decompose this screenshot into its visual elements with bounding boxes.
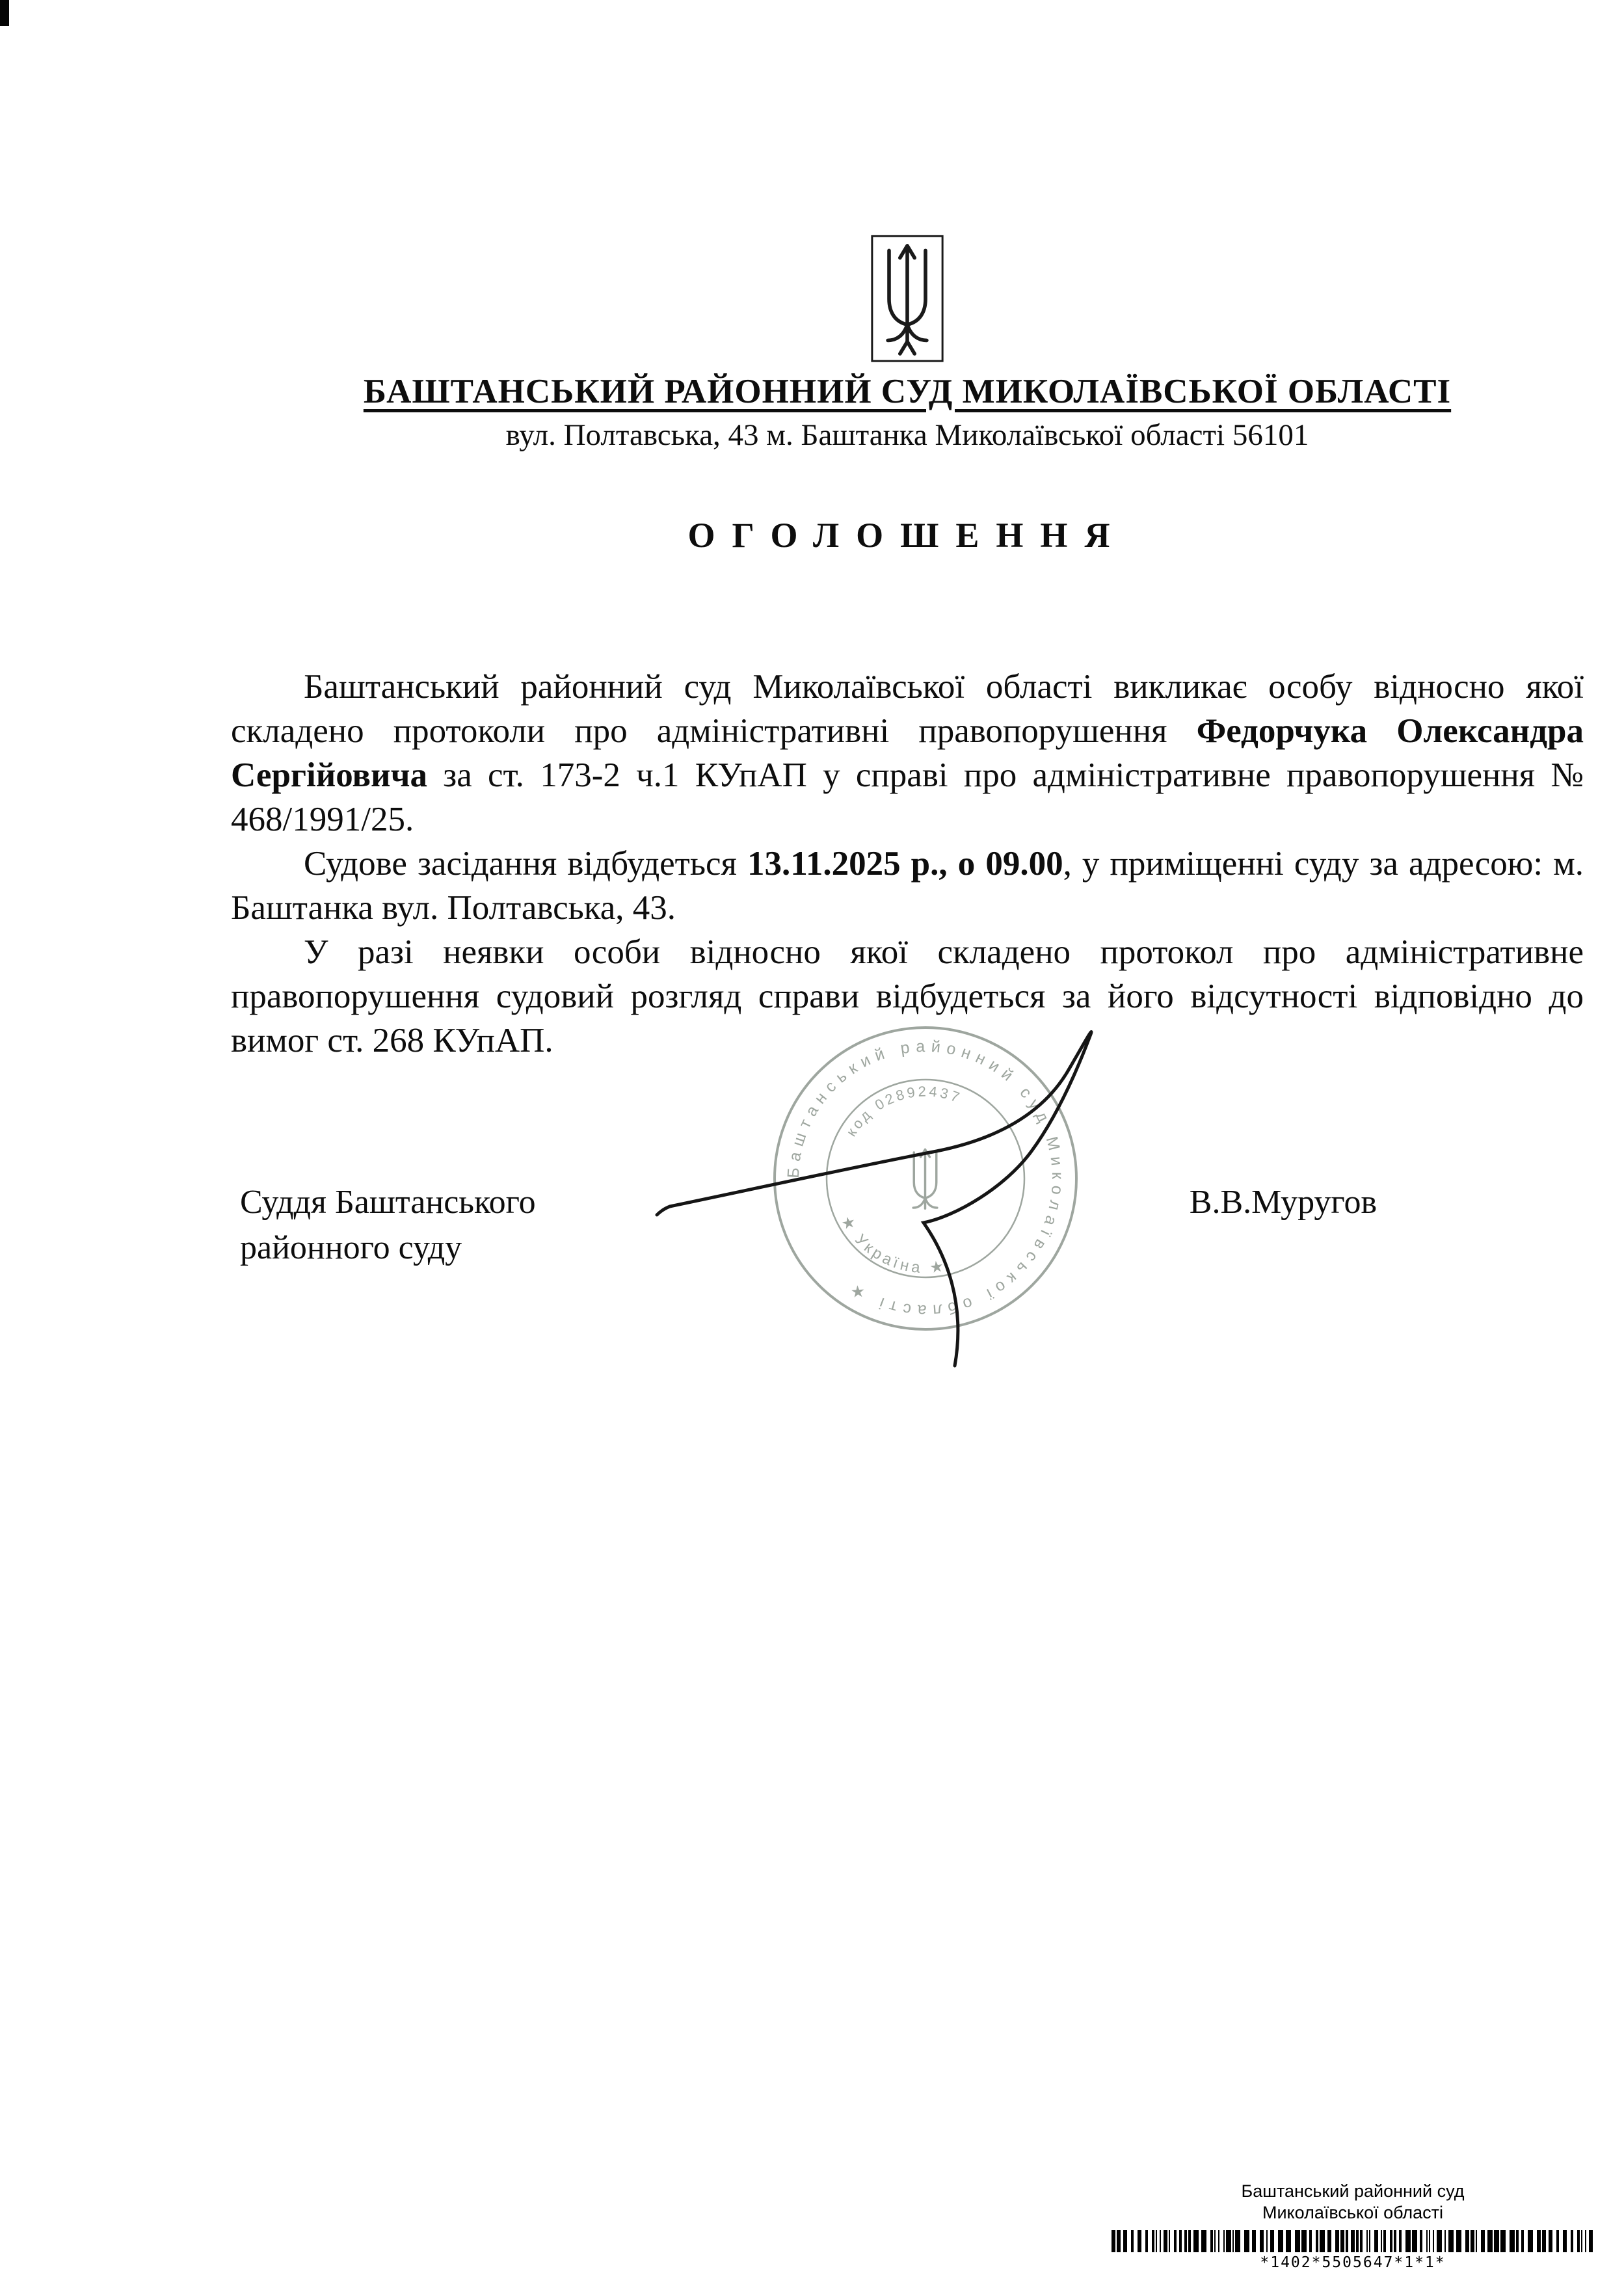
court-name: БАШТАНСЬКИЙ РАЙОННИЙ СУД МИКОЛАЇВСЬКОЇ ОБЛАСТІ [363, 373, 1452, 410]
p1-person-name: Федорчука Олександра Сергійовича [231, 712, 1584, 794]
judge-title [240, 1180, 536, 1271]
emblem-container [231, 234, 1584, 363]
p1-text-1: Баштанський районний суд Миколаївської області викликає особу відносно якої складено протоколи про адміністративні правопорушення [231, 668, 1584, 750]
judge-name: В.В.Муругов [1189, 1184, 1377, 1221]
stamp-outer-text: Баштанський районний суд Миколаївської області ★ [784, 1037, 1067, 1320]
p1-text-2: за ст. 173-2 ч.1 КУпАП у справі про адміністративне правопорушення № 468/1991/25. [231, 756, 1584, 838]
signature-row [231, 1180, 1584, 1271]
judge-title-line1: Суддя Баштанського [240, 1184, 536, 1221]
stamp-country-text: ★ Україна ★ [837, 1212, 948, 1277]
paragraph-1 [231, 665, 1584, 842]
announcement-heading: ОГОЛОШЕННЯ [687, 516, 1127, 555]
barcode [1112, 2230, 1594, 2252]
footer-court-name: Баштанський районний суд [1241, 2181, 1465, 2201]
p2-text-2: , у приміщенні суду за адресою: м. Баштанка вул. Полтавська, 43. [231, 845, 1584, 927]
ukraine-trident-icon [871, 234, 944, 363]
document-content [231, 0, 1584, 1271]
announcement-body [231, 665, 1584, 1063]
judge-title-line2: районного суду [240, 1229, 462, 1266]
barcode-number: *1402*5505647*1*1* [1260, 2254, 1446, 2271]
p2-text-1: Судове засідання відбудеться [304, 845, 748, 883]
scan-artifact [0, 0, 9, 26]
footer-region: Миколаївської області [1262, 2203, 1444, 2222]
registration-footer [1106, 2181, 1600, 2271]
stamp-code-text: код 02892437 [843, 1083, 965, 1139]
p2-hearing-datetime: 13.11.2025 р., о 09.00 [747, 845, 1063, 883]
paragraph-2 [231, 842, 1584, 930]
court-address: вул. Полтавська, 43 м. Баштанка Миколаївської області 56101 [505, 418, 1309, 452]
paragraph-3: У разі неявки особи відносно якої складено протокол про адміністративне правопорушення судовий розгляд справи відбудеться за його відсутності відповідно до вимог ст. 268 КУпАП. [231, 933, 1584, 1059]
